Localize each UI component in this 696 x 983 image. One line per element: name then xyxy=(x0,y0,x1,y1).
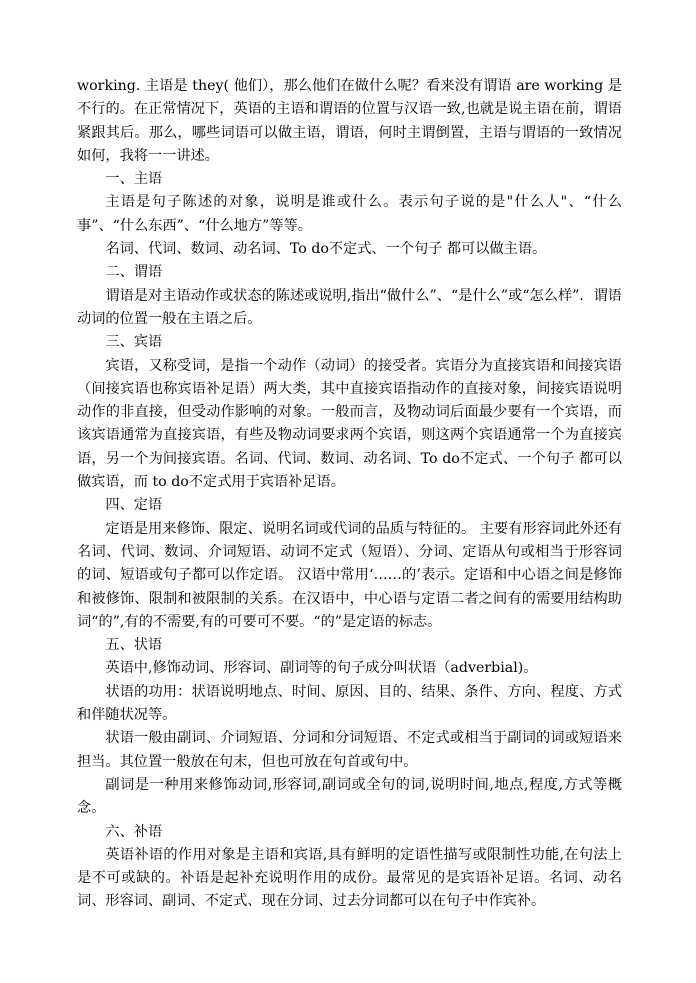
paragraph-adverbial-forms: 状语一般由副词、介词短语、分词和分词短语、不定式或相当于副词的词或短语来担当。其位置一般放在句末，但也可放在句首或句中。 xyxy=(77,730,622,770)
heading-complement: 六、补语 xyxy=(105,823,163,840)
heading-subject: 一、主语 xyxy=(105,171,163,188)
paragraph-object-definition: 宾语，又称受词，是指一个动作（动词）的接受者。宾语分为直接宾语和间接宾语（间接宾语也称宾语补足语）两大类，其中直接宾语指动作的直接对象，间接宾语说明动作的非直接，但受动作影响的对象。一般而言，及物动词后面最少要有一个宾语，而该宾语通常为直接宾语，有些及物动词要求两个宾语，则这两个宾语通常一个为直接宾语，另一个为间接宾语。名词、代词、数词、动名词、To do不定式、一个句子 都可以做宾语，而 to do不定式用于宾语补足语。 xyxy=(77,357,622,491)
paragraph-predicate-definition: 谓语是对主语动作或状态的陈述或说明,指出“做什么”、“是什么”或“怎么样”．谓语动词的位置一般在主语之后。 xyxy=(77,287,622,327)
heading-predicate: 二、谓语 xyxy=(105,264,163,281)
paragraph-complement-definition: 英语补语的作用对象是主语和宾语,具有鲜明的定语性描写或限制性功能,在句法上是不可或缺的。补语是起补充说明作用的成份。最常见的是宾语补足语。名词、动名词、形容词、副词、不定式、现在分词、过去分词都可以在句子中作宾补。 xyxy=(77,846,622,910)
paragraph-adverb-definition: 副词是一种用来修饰动词,形容词,副词或全句的词,说明时间,地点,程度,方式等概念。 xyxy=(77,776,622,817)
paragraph-subject-definition: 主语是句子陈述的对象，说明是谁或什么。表示句子说的是"什么人"、“什么事”、“什么东西”、“什么地方”等等。 xyxy=(77,194,622,234)
paragraph-adverbial-definition: 英语中,修饰动词、形容词、副词等的句子成分叫状语（adverbial)。 xyxy=(105,660,538,677)
heading-object: 三、宾语 xyxy=(105,334,163,351)
document-page xyxy=(77,75,622,914)
heading-adverbial: 五、状语 xyxy=(105,637,163,654)
paragraph-subject-forms: 名词、代词、数词、动名词、To do不定式、一个句子 都可以做主语。 xyxy=(105,241,547,258)
paragraph-adverbial-function: 状语的功用：状语说明地点、时间、原因、目的、结果、条件、方向、程度、方式和伴随状况等。 xyxy=(77,683,622,724)
paragraph-attribute-definition: 定语是用来修饰、限定、说明名词或代词的品质与特征的。 主要有形容词此外还有名词、代词、数词、介词短语、动词不定式（短语）、分词、定语从句或相当于形容词的词、短语或句子都可以作定语。 汉语中常用‘……的’表示。定语和中心语之间是修饰和被修饰、限制和被限制的关系。在汉语中，中心语与定语二者之间有的需要用结构助词“的”,有的不需要,有的可要可不要。“的”是定语的标志。 xyxy=(77,520,622,630)
heading-attribute: 四、定语 xyxy=(105,497,163,514)
paragraph-intro: working. 主语是 they( 他们），那么他们在做什么呢？看来没有谓语 are working 是不行的。在正常情况下，英语的主语和谓语的位置与汉语一致,也就是说主语在前，谓语紧跟其后。那么，哪些词语可以做主语，谓语，何时主谓倒置，主语与谓语的一致情况如何，我将一一讲述。 xyxy=(77,78,622,164)
